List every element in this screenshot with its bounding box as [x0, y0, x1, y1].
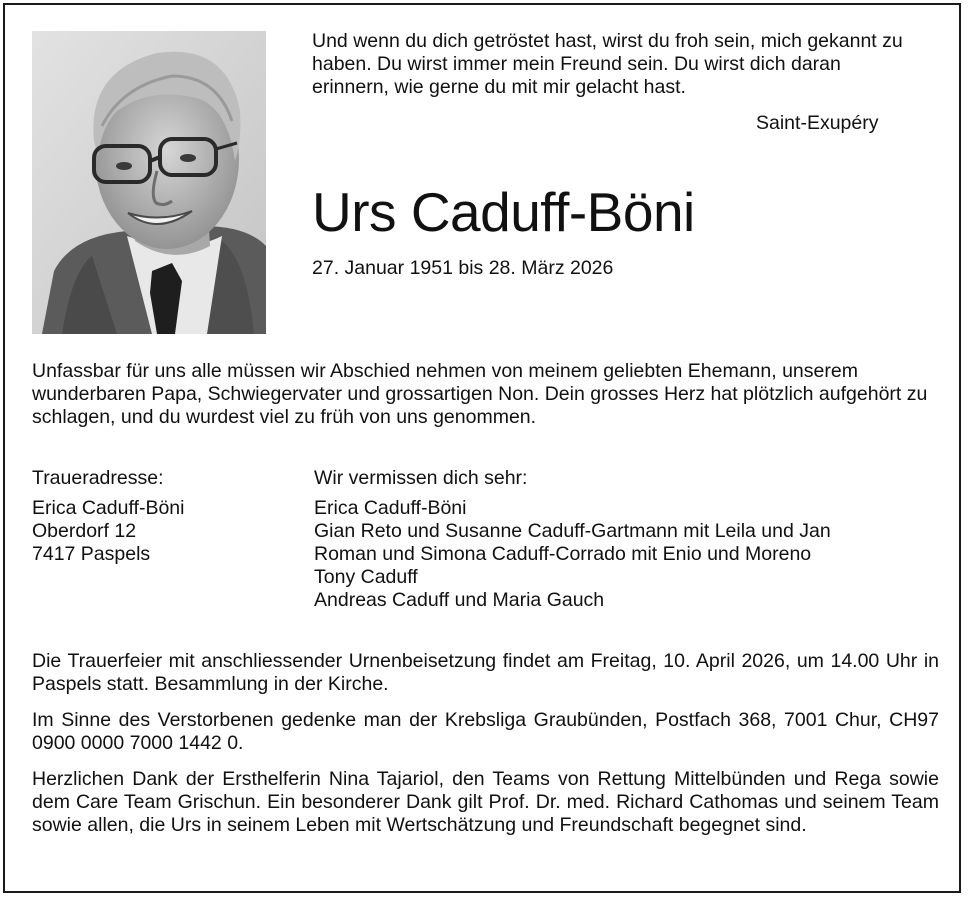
mourner-entry: Erica Caduff-Böni [314, 497, 467, 519]
death-announcement: Unfassbar für uns alle müssen wir Abschied nehmen von meinem geliebten Ehemann, unserem wunderbaren Papa, Schwiegervater und grossartigen Non. Dein grosses Herz hat plötzlich aufgehört zu schlagen, und du wurdest viel zu früh von uns genommen. [32, 360, 928, 428]
address-line: Oberdorf 12 [32, 520, 137, 542]
mourner-entry: Andreas Caduff und Maria Gauch [314, 589, 605, 611]
mourners-label: Wir vermissen dich sehr: [314, 467, 528, 489]
ceremony-notice: Die Trauerfeier mit anschliessender Urnenbeisetzung findet am Freitag, 10. April 2026, um 14.00 Uhr in Paspels statt. Besammlung in der Kirche. [32, 650, 939, 695]
portrait-photo [32, 31, 266, 334]
donation-notice: Im Sinne des Verstorbenen gedenke man der Krebsliga Graubünden, Postfach 368, 7001 Chur, CH97 0900 0000 7000 1442 0. [32, 709, 939, 754]
mourning-address-label: Traueradresse: [32, 467, 164, 489]
mourning-address [32, 497, 184, 566]
mourner-entry: Gian Reto und Susanne Caduff-Gartmann mit Leila und Jan [314, 520, 831, 542]
deceased-name: Urs Caduff-Böni [312, 181, 695, 243]
memorial-quote: Und wenn du dich getröstet hast, wirst du froh sein, mich gekannt zu haben. Du wirst immer mein Freund sein. Du wirst dich daran erinnern, wie gerne du mit mir gelacht hast. [312, 30, 903, 98]
mourners-list [314, 497, 831, 612]
thanks-notice: Herzlichen Dank der Ersthelferin Nina Tajariol, den Teams von Rettung Mittelbünden und Rega sowie dem Care Team Grischun. Ein besonderer Dank gilt Prof. Dr. med. Richard Cathomas und seinem Team sowie allen, die Urs in seinem Leben mit Wertschätzung und Freundschaft begegnet sind. [32, 768, 939, 836]
mourner-entry: Roman und Simona Caduff-Corrado mit Enio und Moreno [314, 543, 812, 565]
address-line: 7417 Paspels [32, 543, 151, 565]
quote-author: Saint-Exupéry [756, 112, 879, 134]
life-dates: 27. Januar 1951 bis 28. März 2026 [312, 257, 614, 279]
mourner-entry: Tony Caduff [314, 566, 418, 588]
address-line: Erica Caduff-Böni [32, 497, 185, 519]
